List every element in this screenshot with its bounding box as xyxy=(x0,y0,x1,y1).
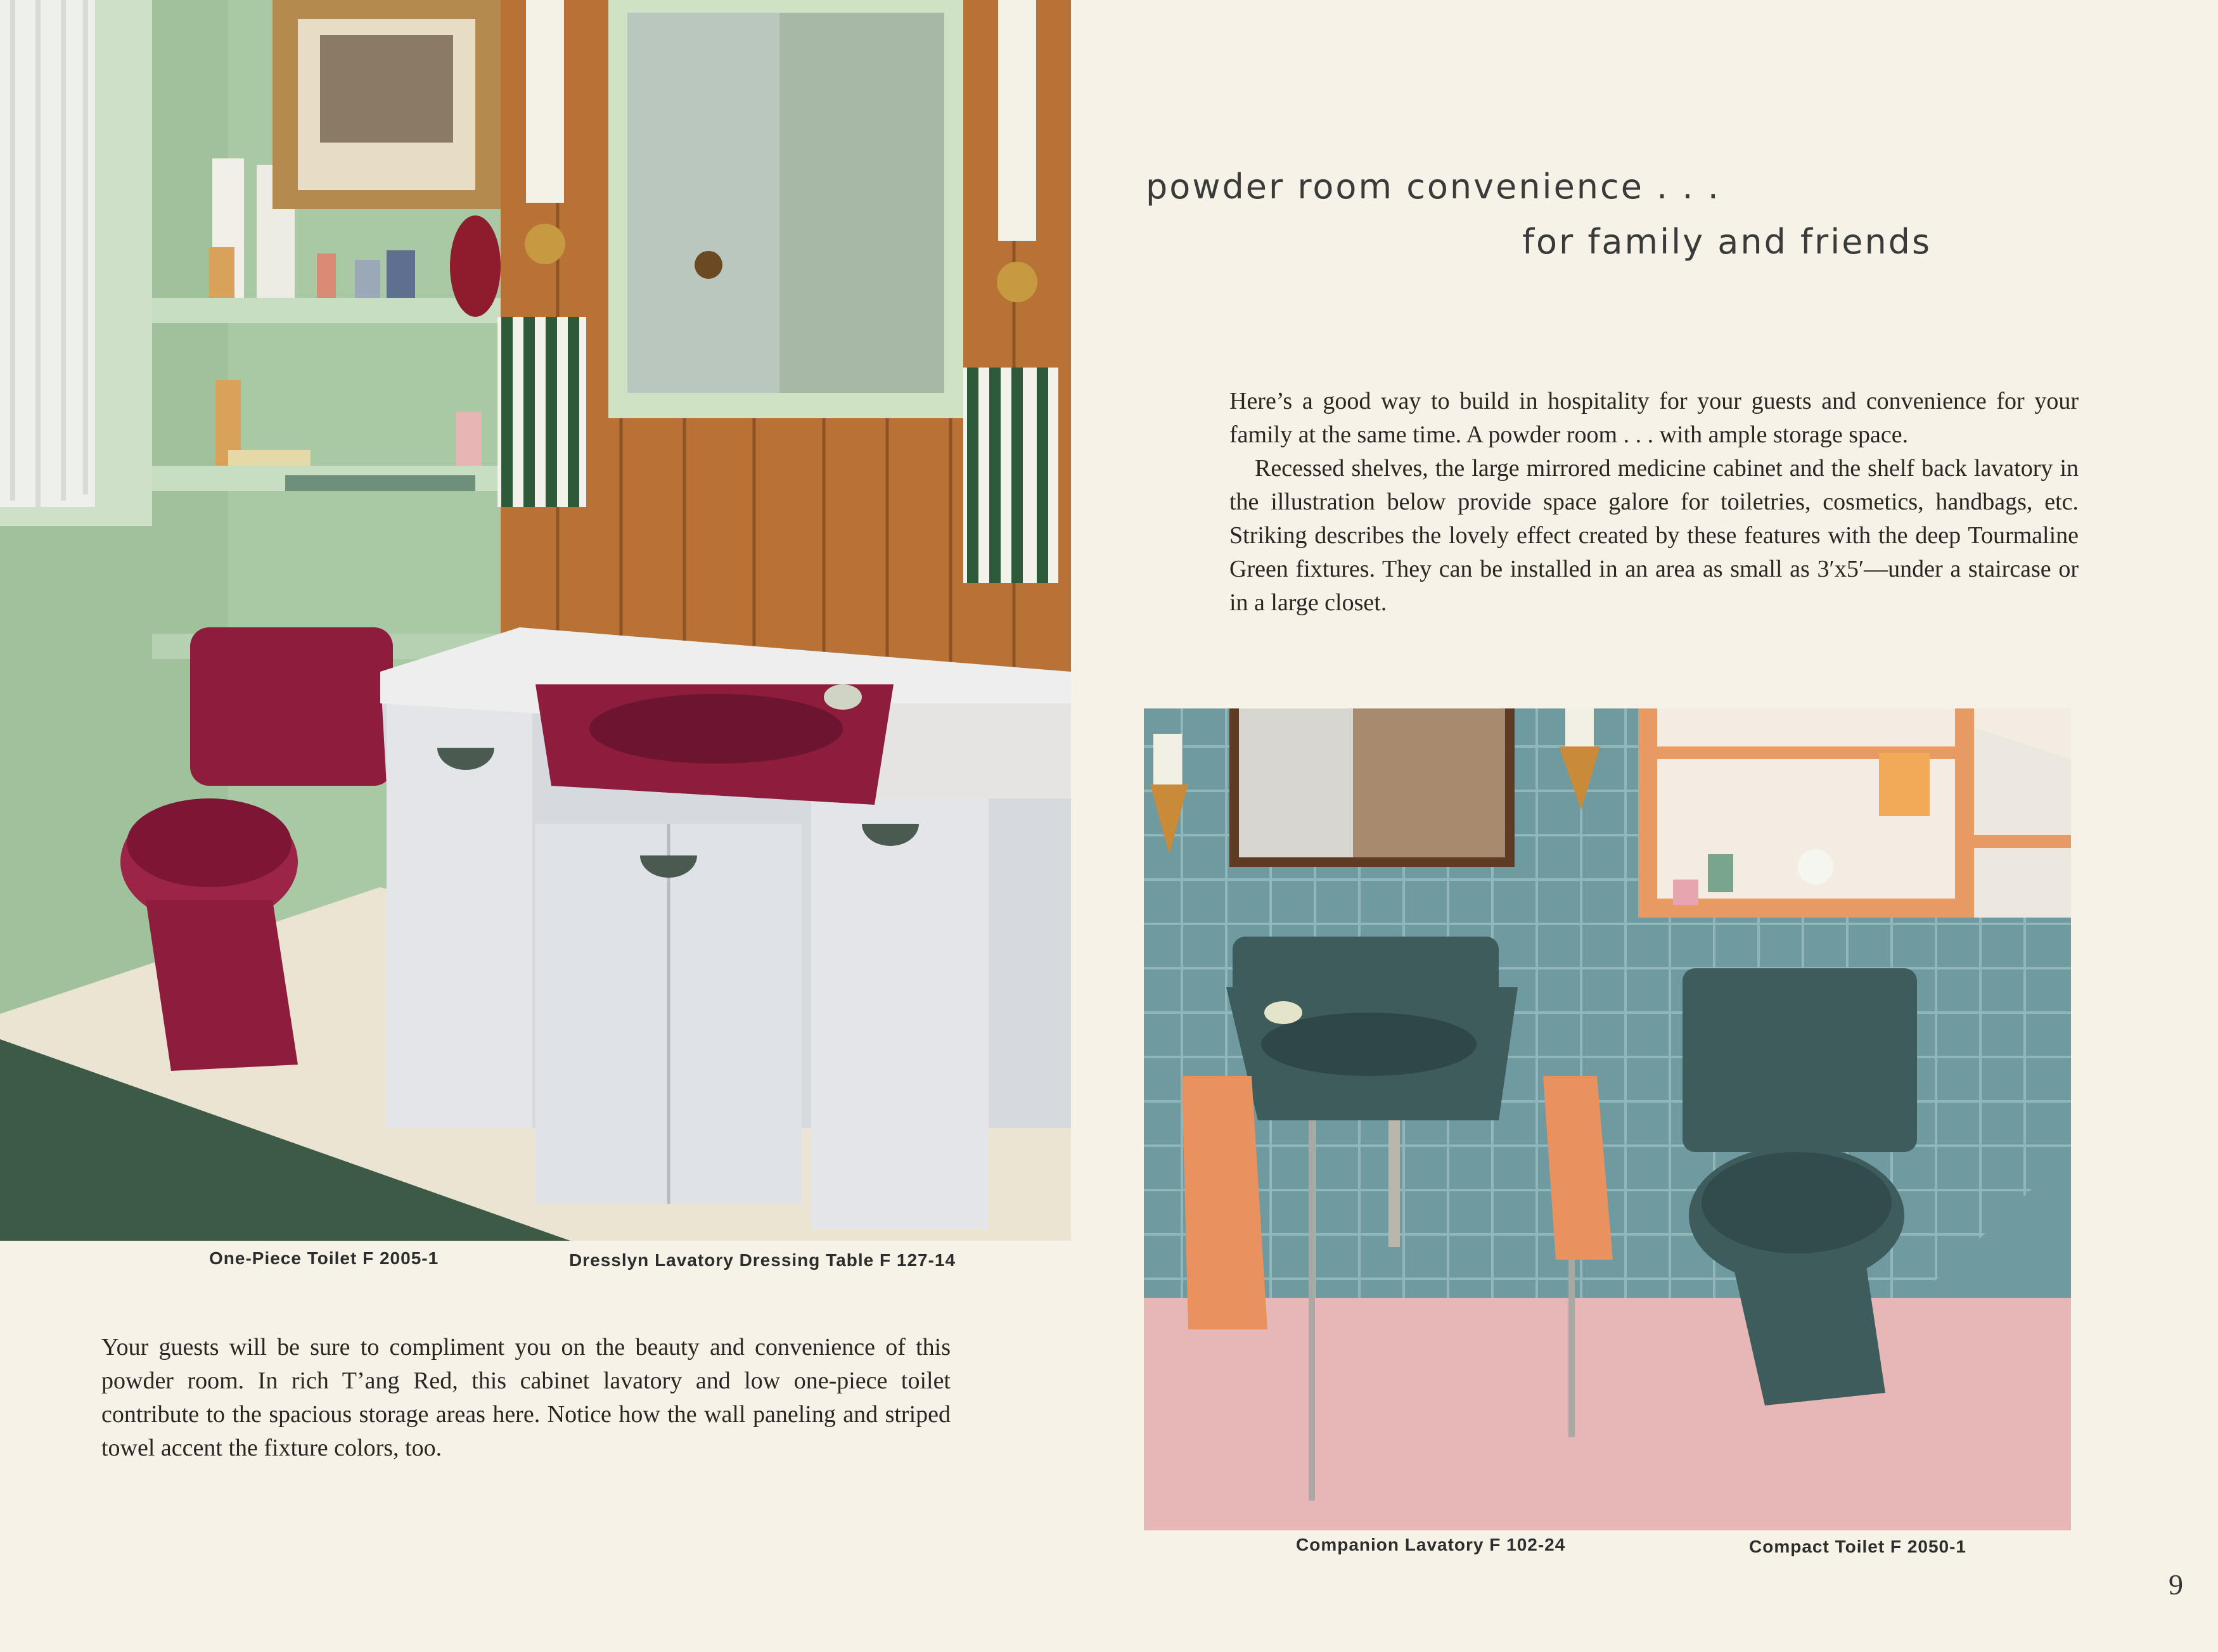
page-number: 9 xyxy=(2169,1568,2183,1601)
left-body-text: Your guests will be sure to compliment you on the beauty and convenience of this powder room. In rich T’ang Red, this cabinet lavatory and low one-piece toilet contribute to the spacious storage areas here. Notice how the wall paneling and striped towel accent the fixture colors, too. xyxy=(101,1334,951,1461)
photo-tang-red-powder-room xyxy=(0,0,1071,1241)
caption-dresslyn-lavatory: Dresslyn Lavatory Dressing Table F 127-14 xyxy=(569,1250,956,1270)
heading-line-1: powder room convenience . . . xyxy=(1146,167,1721,207)
caption-companion-lavatory: Companion Lavatory F 102-24 xyxy=(1296,1535,1566,1554)
caption-compact-toilet: Compact Toilet F 2050-1 xyxy=(1749,1537,1967,1556)
intro-text xyxy=(1229,385,2079,620)
heading-line-2: for family and friends xyxy=(1522,222,1932,262)
photo-tourmaline-green-powder-room xyxy=(1144,708,2071,1530)
intro-paragraph-2: Recessed shelves, the large mirrored medicine cabinet and the shelf back lavatory in the illustration below provide space galore for toiletries, cosmetics, handbags, etc. Striking describes the lovely effect created by these features with the deep Tourmaline Green fixtures. They can be installed in an area as small as 3′x5′—under a staircase or in a large closet. xyxy=(1229,455,2079,616)
intro-paragraph-1: Here’s a good way to build in hospitality for your guests and convenience for your family at the same time. A powder room . . . with ample storage space. xyxy=(1229,388,2079,448)
caption-one-piece-toilet: One-Piece Toilet F 2005-1 xyxy=(209,1248,439,1268)
